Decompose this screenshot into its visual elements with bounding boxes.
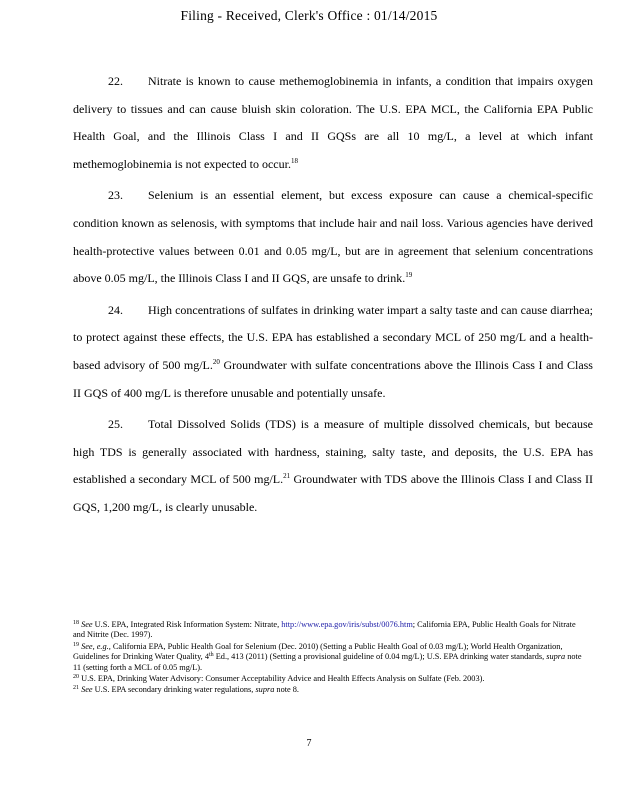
filing-header: Filing - Received, Clerk's Office : 01/14/2015 xyxy=(180,8,438,23)
paragraph-text: Nitrate is known to cause methemoglobinemia in infants, a condition that impairs oxygen delivery to tissues and can cause bluish skin coloration. The U.S. EPA MCL, the California EPA Public Health Goal, and the Illinois Class I and II GQSs are all 10 mg/L, a level at which infant methemoglobinemia is not expected to occur. xyxy=(73,74,593,171)
paragraph-text: Total Dissolved Solids (TDS) is a measure of multiple dissolved chemicals, but because high TDS is generally associated with hardness, staining, salty taste, and deposits, the U.S. EPA has established a secondary MCL of 500 mg/L. xyxy=(73,417,593,487)
footnote-link[interactable]: http://www.epa.gov/iris/subst/0076.htm xyxy=(281,620,413,629)
footnote-text-cont: Ed., 413 (2011) (Setting a provisional guideline of 0.04 mg/L); U.S. EPA drinking water standards, xyxy=(213,652,547,662)
paragraph-number: 22. xyxy=(108,74,123,88)
footnote-text: California EPA, Public Health Goal for Selenium (Dec. 2010) (Setting a Public Health Goal of 0.03 mg/L); World Health Organization, Guidelines for Drinking Water Quality, 4 xyxy=(73,641,563,662)
footnote-ref[interactable]: 18 xyxy=(290,156,298,165)
paragraph-number: 23. xyxy=(108,188,123,203)
footnote-text: U.S. EPA, Drinking Water Advisory: Consumer Acceptability Advice and Health Effects Analysis on Sulfate (Feb. 2003). xyxy=(79,674,485,684)
footnote-number: 19 xyxy=(73,641,79,648)
footnote-21 xyxy=(73,685,588,695)
footnote-ref[interactable]: 20 xyxy=(212,357,220,366)
paragraph-text: High concentrations of sulfates in drinking water impart a salty taste and can cause diarrhea; to protect against these effects, the U.S. EPA has established a secondary MCL of 250 mg/L and a health-based advisory of 500 mg/L. xyxy=(73,302,593,372)
footnote-number: 18 xyxy=(73,620,79,626)
paragraph-text: Selenium is an essential element, but excess exposure can cause a chemical-specific condition known as selenosis, with symptoms that include hair and nail loss. Various agencies have derived health-protective values between 0.01 and 0.05 mg/L, but are in agreement that selenium concentrations above 0.05 mg/L, the Illinois Class I and II GQS, are unsafe to drink. xyxy=(73,188,593,286)
page-number: 7 xyxy=(306,738,312,749)
paragraph-25 xyxy=(73,411,593,521)
paragraph-24 xyxy=(73,297,593,407)
footnote-signal: See, e.g., xyxy=(81,641,111,651)
paragraph-23 xyxy=(73,182,593,292)
footnote-text: U.S. EPA secondary drinking water regulations, xyxy=(92,685,256,695)
footnote-18 xyxy=(73,620,588,641)
footnote-text-end: note 11 (setting forth a MCL of 0.05 mg/L). xyxy=(73,652,582,672)
footnote-number: 20 xyxy=(73,674,79,681)
footnote-19 xyxy=(73,642,588,673)
footnote-ref[interactable]: 19 xyxy=(405,271,413,280)
paragraph-text-cont: Groundwater with sulfate concentrations above the Illinois Cass I and Class II GQS of 400 mg/L is therefore unusable and potentially unsafe. xyxy=(73,357,593,400)
paragraph-number: 24. xyxy=(108,302,123,317)
footnote-text: U.S. EPA, Integrated Risk Information System: Nitrate, xyxy=(92,620,282,629)
footnote-ref[interactable]: 21 xyxy=(283,472,291,481)
footnote-signal: See xyxy=(81,620,93,629)
document-body xyxy=(73,68,593,526)
paragraph-number: 25. xyxy=(108,417,123,432)
footnote-number: 21 xyxy=(73,685,79,692)
footnote-20 xyxy=(73,674,588,684)
footnotes xyxy=(73,620,588,697)
footnote-text-cont: ; California EPA, Public Health Goals for Nitrate and Nitrite (Dec. 1997). xyxy=(73,620,576,640)
paragraph-22 xyxy=(73,68,593,178)
footnote-italic: supra xyxy=(546,652,566,662)
footnote-text-cont: note 8. xyxy=(274,685,299,695)
footnote-italic: supra xyxy=(255,685,275,695)
footnote-signal: See xyxy=(81,685,93,695)
paragraph-text-cont: Groundwater with TDS above the Illinois Class I and Class II GQS, 1,200 mg/L, is clearly unusable. xyxy=(73,472,594,514)
ordinal-suffix: th xyxy=(208,652,214,659)
